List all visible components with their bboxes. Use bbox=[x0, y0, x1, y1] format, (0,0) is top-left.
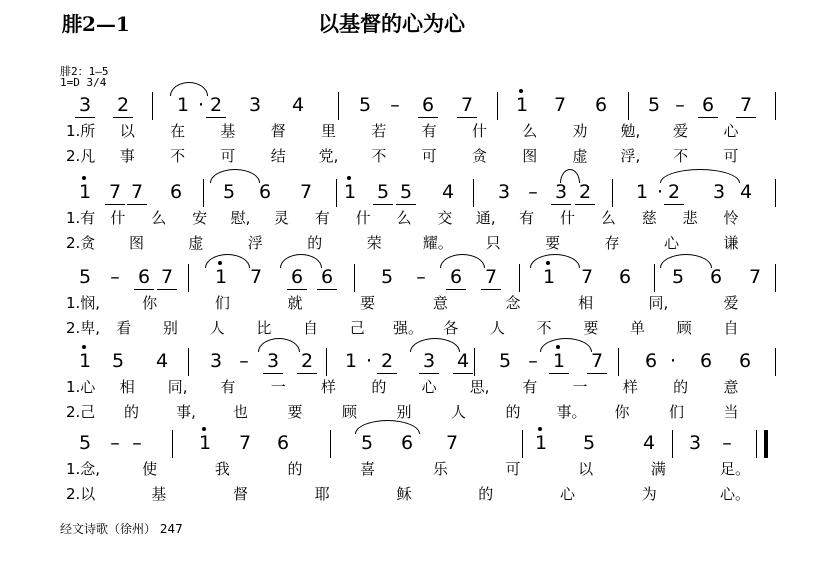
dash-extension: – bbox=[110, 432, 120, 454]
slur bbox=[660, 254, 712, 268]
note: 6 bbox=[320, 266, 334, 288]
beam-underline bbox=[419, 373, 439, 374]
note: 1 bbox=[176, 94, 190, 116]
note: 6 bbox=[400, 432, 414, 454]
note: 5 bbox=[647, 94, 661, 116]
beam-underline bbox=[75, 117, 95, 118]
lyric-verse-1: 基 bbox=[220, 122, 236, 140]
lyric-verse-2: 浮 bbox=[247, 234, 263, 252]
note: 3 bbox=[78, 94, 92, 116]
dot-extension: · bbox=[669, 350, 677, 372]
note: 1 bbox=[538, 268, 560, 287]
slur bbox=[410, 338, 460, 352]
note: 6 bbox=[276, 432, 290, 454]
note: 5 bbox=[78, 266, 92, 288]
lyric-verse-2: 人 bbox=[209, 319, 225, 337]
barline bbox=[188, 348, 189, 376]
lyric-verse-2: 耶 bbox=[314, 485, 330, 503]
note: 1 bbox=[511, 96, 533, 115]
note: 5 bbox=[671, 266, 685, 288]
dot-extension: · bbox=[197, 94, 205, 116]
lyric-verse-2: 可 bbox=[723, 147, 739, 165]
note: 3 bbox=[712, 181, 726, 203]
note: 4 bbox=[441, 181, 455, 203]
dash-extension: – bbox=[110, 266, 120, 288]
note: 6 bbox=[618, 266, 632, 288]
lyric-verse-2: 基 bbox=[151, 485, 167, 503]
note: 6 bbox=[709, 266, 723, 288]
lyric-verse-1: 的 bbox=[673, 378, 689, 396]
lyric-verse-1: 慈 bbox=[641, 209, 657, 227]
dash-extension: – bbox=[528, 181, 538, 203]
lyric-verse-1: 一 bbox=[270, 378, 286, 396]
lyric-verse-1: 1.念, bbox=[66, 460, 101, 478]
barline bbox=[612, 179, 613, 207]
lyric-verse-1: 相 bbox=[119, 378, 135, 396]
lyric-verse-1: 心 bbox=[723, 122, 739, 140]
octave-dot bbox=[519, 89, 523, 93]
lyric-verse-1: 有 bbox=[522, 378, 538, 396]
barline bbox=[330, 430, 331, 458]
note: 1 bbox=[74, 352, 96, 371]
lyric-verse-2: 2.己 bbox=[66, 403, 96, 421]
lyric-verse-1: 相 bbox=[578, 294, 594, 312]
note: 2 bbox=[380, 350, 394, 372]
lyric-verse-1: 1.所 bbox=[66, 122, 96, 140]
lyric-verse-2: 单 bbox=[630, 319, 646, 337]
barline bbox=[628, 92, 629, 120]
note: 5 bbox=[111, 350, 125, 372]
lyric-verse-1: 什 bbox=[110, 209, 126, 227]
lyric-verse-2: 事, bbox=[176, 403, 196, 421]
barline bbox=[618, 348, 619, 376]
note: 6 bbox=[169, 181, 183, 203]
note: 3 bbox=[497, 181, 511, 203]
lyric-verse-2: 要 bbox=[545, 234, 561, 252]
beam-underline bbox=[287, 289, 307, 290]
note: 7 bbox=[590, 350, 604, 372]
octave-dot bbox=[82, 345, 86, 349]
lyric-verse-2: 党, bbox=[318, 147, 339, 165]
lyric-verse-1: 要 bbox=[360, 294, 376, 312]
note: 5 bbox=[376, 181, 390, 203]
lyric-verse-1: 督 bbox=[270, 122, 286, 140]
beam-underline bbox=[551, 204, 571, 205]
lyric-verse-1: 你 bbox=[142, 294, 158, 312]
barline bbox=[775, 92, 776, 120]
slur bbox=[355, 420, 420, 434]
lyric-verse-2: 们 bbox=[668, 403, 684, 421]
lyric-verse-1: 样 bbox=[321, 378, 337, 396]
lyric-verse-1: 交 bbox=[437, 209, 453, 227]
note: 7 bbox=[484, 266, 498, 288]
barline bbox=[172, 430, 173, 458]
source-footer: 经文诗歌（徐州） 247 bbox=[60, 522, 183, 536]
note: 1 bbox=[635, 181, 649, 203]
beam-underline bbox=[736, 117, 756, 118]
lyric-verse-1: 怜 bbox=[723, 209, 739, 227]
lyric-verse-1: 劝 bbox=[572, 122, 588, 140]
note: 7 bbox=[748, 266, 762, 288]
lyric-verse-2: 可 bbox=[220, 147, 236, 165]
octave-dot bbox=[538, 427, 542, 431]
lyric-verse-1: 1.有 bbox=[66, 209, 96, 227]
lyric-verse-1: 有 bbox=[519, 209, 535, 227]
note: 2 bbox=[667, 181, 681, 203]
note: 7 bbox=[445, 432, 459, 454]
barline bbox=[672, 430, 673, 458]
lyric-verse-1: 念 bbox=[505, 294, 521, 312]
lyric-verse-2: 顾 bbox=[341, 403, 357, 421]
lyric-verse-2: 的 bbox=[307, 234, 323, 252]
lyric-verse-1: 可 bbox=[505, 460, 521, 478]
lyric-verse-2: 图 bbox=[128, 234, 144, 252]
beam-underline bbox=[134, 289, 154, 290]
octave-dot bbox=[202, 427, 206, 431]
barline bbox=[775, 348, 776, 376]
beam-underline bbox=[457, 117, 477, 118]
beam-underline bbox=[206, 117, 226, 118]
barline bbox=[473, 179, 474, 207]
beam-underline bbox=[105, 204, 125, 205]
dash-extension: – bbox=[528, 350, 538, 372]
lyric-verse-2: 2.卑, bbox=[66, 319, 101, 337]
beam-underline bbox=[157, 289, 177, 290]
lyric-verse-2: 你 bbox=[614, 403, 630, 421]
barline bbox=[336, 179, 337, 207]
note: 4 bbox=[291, 94, 305, 116]
note: 7 bbox=[249, 266, 263, 288]
lyric-verse-2: 当 bbox=[723, 403, 739, 421]
lyric-verse-1: 样 bbox=[622, 378, 638, 396]
dash-extension: – bbox=[132, 432, 142, 454]
lyric-verse-2: 也 bbox=[232, 403, 248, 421]
lyric-verse-1: 就 bbox=[287, 294, 303, 312]
barline bbox=[654, 264, 655, 292]
lyric-verse-2: 自 bbox=[303, 319, 319, 337]
lyric-verse-2: 浮, bbox=[620, 147, 641, 165]
note: 5 bbox=[222, 181, 236, 203]
slur bbox=[205, 254, 250, 268]
lyric-verse-1: 有 bbox=[314, 209, 330, 227]
beam-underline bbox=[127, 204, 147, 205]
beam-underline bbox=[575, 204, 595, 205]
beam-underline bbox=[317, 289, 337, 290]
lyric-verse-2: 不 bbox=[536, 319, 552, 337]
lyric-verse-1: 以 bbox=[578, 460, 594, 478]
lyric-verse-2: 虚 bbox=[572, 147, 588, 165]
lyric-verse-1: 有 bbox=[220, 378, 236, 396]
slur bbox=[530, 254, 580, 268]
note: 1 bbox=[74, 183, 96, 202]
lyric-verse-2: 别 bbox=[162, 319, 178, 337]
lyric-verse-1: 悲 bbox=[682, 209, 698, 227]
note: 4 bbox=[642, 432, 656, 454]
lyric-verse-1: 们 bbox=[214, 294, 230, 312]
lyric-verse-1: 爱 bbox=[673, 122, 689, 140]
dash-extension: – bbox=[416, 266, 426, 288]
note: 5 bbox=[498, 350, 512, 372]
note: 1 bbox=[194, 434, 216, 453]
lyric-verse-2: 的 bbox=[478, 485, 494, 503]
slur bbox=[440, 254, 485, 268]
lyric-verse-2: 心 bbox=[559, 485, 575, 503]
note: 7 bbox=[460, 94, 474, 116]
note: 3 bbox=[422, 350, 436, 372]
slur bbox=[170, 82, 208, 96]
lyric-verse-1: 安 bbox=[192, 209, 208, 227]
lyric-verse-2: 虚 bbox=[188, 234, 204, 252]
lyric-verse-1: 什 bbox=[559, 209, 575, 227]
lyric-verse-1: 思, bbox=[469, 378, 490, 396]
note: 1 bbox=[548, 352, 570, 371]
lyric-verse-1: 使 bbox=[142, 460, 158, 478]
octave-dot bbox=[82, 176, 86, 180]
lyric-verse-1: 通, bbox=[475, 209, 496, 227]
barline bbox=[775, 264, 776, 292]
lyric-verse-2: 事。 bbox=[556, 403, 587, 421]
lyric-verse-2: 的 bbox=[505, 403, 521, 421]
note: 3 bbox=[554, 181, 568, 203]
note: 7 bbox=[238, 432, 252, 454]
barline bbox=[326, 348, 327, 376]
lyric-verse-1: 同, bbox=[167, 378, 188, 396]
final-barline-thick bbox=[764, 430, 768, 458]
beam-underline bbox=[481, 289, 501, 290]
beam-underline bbox=[418, 117, 438, 118]
note: 7 bbox=[553, 94, 567, 116]
lyric-verse-1: 一 bbox=[572, 378, 588, 396]
note: 6 bbox=[258, 181, 272, 203]
lyric-verse-2: 谦 bbox=[723, 234, 739, 252]
beam-underline bbox=[549, 373, 569, 374]
lyric-verse-1: 什 bbox=[471, 122, 487, 140]
final-barline-thin bbox=[756, 430, 757, 458]
lyric-verse-1: 爱 bbox=[723, 294, 739, 312]
beam-underline bbox=[263, 373, 283, 374]
lyric-verse-1: 的 bbox=[371, 378, 387, 396]
barline bbox=[152, 92, 153, 120]
note: 6 bbox=[699, 350, 713, 372]
lyric-verse-2: 自 bbox=[723, 319, 739, 337]
dash-extension: – bbox=[722, 432, 732, 454]
lyric-verse-2: 结 bbox=[270, 147, 286, 165]
hymn-number: 腓2—1 bbox=[62, 12, 130, 36]
lyric-verse-1: 的 bbox=[287, 460, 303, 478]
lyric-verse-2: 事 bbox=[119, 147, 135, 165]
lyric-verse-1: 意 bbox=[432, 294, 448, 312]
note: 3 bbox=[266, 350, 280, 372]
note: 6 bbox=[449, 266, 463, 288]
note: 3 bbox=[688, 432, 702, 454]
note: 1 bbox=[210, 268, 232, 287]
note: 1 bbox=[344, 350, 358, 372]
note: 7 bbox=[108, 181, 122, 203]
note: 6 bbox=[701, 94, 715, 116]
dot-extension: · bbox=[656, 181, 664, 203]
barline bbox=[474, 348, 475, 376]
slur bbox=[280, 254, 322, 268]
beam-underline bbox=[453, 373, 473, 374]
lyric-verse-1: 满 bbox=[650, 460, 666, 478]
lyric-verse-2: 存 bbox=[604, 234, 620, 252]
beam-underline bbox=[698, 117, 718, 118]
note: 5 bbox=[78, 432, 92, 454]
lyric-verse-2: 别 bbox=[396, 403, 412, 421]
note: 6 bbox=[594, 94, 608, 116]
scripture-reference: 腓2：1—5 bbox=[60, 65, 109, 78]
slur bbox=[258, 338, 300, 352]
lyric-verse-2: 比 bbox=[256, 319, 272, 337]
octave-dot bbox=[347, 176, 351, 180]
beam-underline bbox=[664, 204, 684, 205]
lyric-verse-2: 己 bbox=[349, 319, 365, 337]
lyric-verse-2: 各 bbox=[443, 319, 459, 337]
note: 6 bbox=[137, 266, 151, 288]
lyric-verse-1: 灵 bbox=[273, 209, 289, 227]
note: 4 bbox=[155, 350, 169, 372]
note: 5 bbox=[380, 266, 394, 288]
lyric-verse-2: 督 bbox=[232, 485, 248, 503]
note: 2 bbox=[300, 350, 314, 372]
barline bbox=[203, 179, 204, 207]
beam-underline bbox=[587, 373, 607, 374]
barline bbox=[338, 92, 339, 120]
note: 7 bbox=[299, 181, 313, 203]
barline bbox=[497, 92, 498, 120]
note: 1 bbox=[530, 434, 552, 453]
key-signature: 1=D 3/4 bbox=[60, 76, 107, 89]
lyric-verse-1: 么 bbox=[522, 122, 538, 140]
note: 7 bbox=[739, 94, 753, 116]
lyric-verse-1: 么 bbox=[600, 209, 616, 227]
lyric-verse-2: 2.贪 bbox=[66, 234, 96, 252]
barline bbox=[522, 430, 523, 458]
note: 7 bbox=[160, 266, 174, 288]
lyric-verse-1: 么 bbox=[396, 209, 412, 227]
lyric-verse-1: 足。 bbox=[720, 460, 751, 478]
beam-underline bbox=[396, 204, 416, 205]
note: 4 bbox=[456, 350, 470, 372]
lyric-verse-1: 1.心 bbox=[66, 378, 96, 396]
slur bbox=[540, 338, 592, 352]
lyric-verse-2: 不 bbox=[371, 147, 387, 165]
lyric-verse-1: 以 bbox=[119, 122, 135, 140]
lyric-verse-2: 稣 bbox=[396, 485, 412, 503]
lyric-verse-1: 意 bbox=[723, 378, 739, 396]
note: 2 bbox=[116, 94, 130, 116]
lyric-verse-1: 在 bbox=[170, 122, 186, 140]
barline bbox=[354, 264, 355, 292]
note: 7 bbox=[130, 181, 144, 203]
lyric-verse-2: 人 bbox=[450, 403, 466, 421]
dot-extension: · bbox=[365, 350, 373, 372]
lyric-verse-2: 看 bbox=[116, 319, 132, 337]
beam-underline bbox=[113, 117, 133, 118]
lyric-verse-1: 喜 bbox=[360, 460, 376, 478]
lyric-verse-1: 勉, bbox=[620, 122, 641, 140]
note: 5 bbox=[360, 432, 374, 454]
note: 3 bbox=[248, 94, 262, 116]
beam-underline bbox=[446, 289, 466, 290]
lyric-verse-2: 耀。 bbox=[422, 234, 453, 252]
note: 1 bbox=[339, 183, 361, 202]
lyric-verse-1: 里 bbox=[321, 122, 337, 140]
lyric-verse-1: 乐 bbox=[432, 460, 448, 478]
lyric-verse-2: 只 bbox=[485, 234, 501, 252]
lyric-verse-2: 不 bbox=[673, 147, 689, 165]
lyric-verse-2: 可 bbox=[421, 147, 437, 165]
note: 5 bbox=[399, 181, 413, 203]
dash-extension: – bbox=[239, 350, 249, 372]
lyric-verse-2: 图 bbox=[522, 147, 538, 165]
barline bbox=[775, 179, 776, 207]
lyric-verse-1: 我 bbox=[214, 460, 230, 478]
beam-underline bbox=[297, 373, 317, 374]
lyric-verse-2: 心 bbox=[664, 234, 680, 252]
lyric-verse-2: 顾 bbox=[676, 319, 692, 337]
barline bbox=[519, 264, 520, 292]
lyric-verse-1: 心 bbox=[421, 378, 437, 396]
slur bbox=[560, 169, 580, 183]
barline bbox=[188, 264, 189, 292]
note: 6 bbox=[644, 350, 658, 372]
hymn-title: 以基督的心为心 bbox=[318, 11, 465, 36]
lyric-verse-2: 人 bbox=[489, 319, 505, 337]
lyric-verse-2: 荣 bbox=[366, 234, 382, 252]
note: 6 bbox=[421, 94, 435, 116]
lyric-verse-2: 强。 bbox=[393, 319, 424, 337]
lyric-verse-2: 心。 bbox=[720, 485, 751, 503]
lyric-verse-2: 2.凡 bbox=[66, 147, 96, 165]
lyric-verse-2: 的 bbox=[123, 403, 139, 421]
dash-extension: – bbox=[390, 94, 400, 116]
lyric-verse-1: 1.悯, bbox=[66, 294, 101, 312]
note: 5 bbox=[582, 432, 596, 454]
lyric-verse-2: 要 bbox=[287, 403, 303, 421]
note: 4 bbox=[739, 181, 753, 203]
slur bbox=[660, 169, 740, 183]
lyric-verse-2: 2.以 bbox=[66, 485, 96, 503]
beam-underline bbox=[377, 373, 397, 374]
beam-underline bbox=[373, 204, 393, 205]
lyric-verse-1: 有 bbox=[421, 122, 437, 140]
note: 3 bbox=[209, 350, 223, 372]
lyric-verse-1: 么 bbox=[151, 209, 167, 227]
note: 7 bbox=[580, 266, 594, 288]
lyric-verse-2: 不 bbox=[170, 147, 186, 165]
note: 6 bbox=[290, 266, 304, 288]
lyric-verse-2: 要 bbox=[583, 319, 599, 337]
lyric-verse-2: 为 bbox=[641, 485, 657, 503]
note: 6 bbox=[738, 350, 752, 372]
dash-extension: – bbox=[675, 94, 685, 116]
lyric-verse-1: 慰, bbox=[230, 209, 251, 227]
lyric-verse-1: 若 bbox=[371, 122, 387, 140]
slur bbox=[210, 169, 260, 183]
lyric-verse-1: 同, bbox=[648, 294, 669, 312]
note: 2 bbox=[578, 181, 592, 203]
lyric-verse-1: 什 bbox=[355, 209, 371, 227]
lyric-verse-2: 贪 bbox=[471, 147, 487, 165]
note: 2 bbox=[209, 94, 223, 116]
note: 5 bbox=[358, 94, 372, 116]
